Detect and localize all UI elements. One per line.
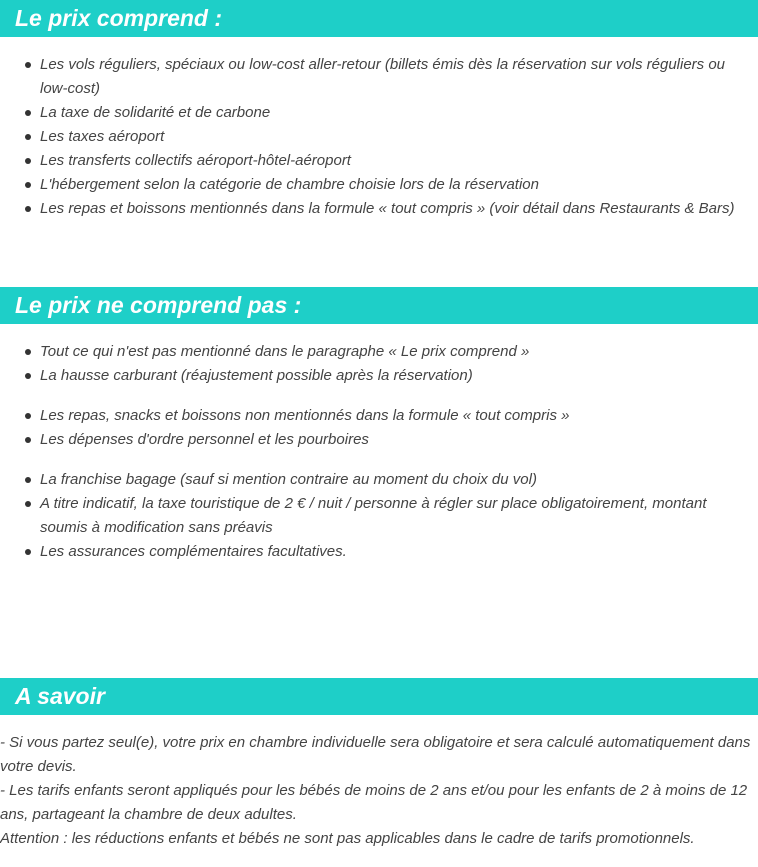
- bullet-icon: [25, 110, 31, 116]
- savoir-line: Attention : les réductions enfants et bébés ne sont pas applicables dans le cadre de tarifs promotionnels.: [0, 830, 695, 847]
- bullet-icon: [25, 501, 31, 507]
- list-item-text: La franchise bagage (sauf si mention contraire au moment du choix du vol): [40, 471, 537, 488]
- included-section: [0, 0, 758, 221]
- list-item-text: Les assurances complémentaires facultatives.: [40, 543, 347, 560]
- list-item-text: Tout ce qui n'est pas mentionné dans le paragraphe « Le prix comprend »: [40, 343, 530, 360]
- bullet-icon: [25, 349, 31, 355]
- list-item: [0, 540, 758, 564]
- list-item: [0, 468, 758, 492]
- list-item: [0, 404, 758, 428]
- not-included-header: Le prix ne comprend pas :: [0, 287, 758, 324]
- not-included-section: [0, 287, 758, 564]
- list-item-text: La taxe de solidarité et de carbone: [40, 104, 271, 121]
- list-item: [0, 428, 758, 452]
- list-item: [0, 492, 758, 540]
- list-item-text: A titre indicatif, la taxe touristique de 2 € / nuit / personne à régler sur place obligatoirement, montant soumis à modification sans préavis: [40, 495, 707, 536]
- list-item-text: L'hébergement selon la catégorie de chambre choisie lors de la réservation: [40, 176, 539, 193]
- list-item-text: Les dépenses d'ordre personnel et les pourboires: [40, 431, 369, 448]
- list-item: [0, 53, 758, 101]
- savoir-line: - Si vous partez seul(e), votre prix en chambre individuelle sera obligatoire et sera calculé automatiquement dans votre devis.: [0, 734, 751, 775]
- bullet-icon: [25, 373, 31, 379]
- savoir-section: [0, 678, 758, 851]
- list-item-text: Les taxes aéroport: [40, 128, 165, 145]
- bullet-icon: [25, 158, 31, 164]
- bullet-icon: [25, 413, 31, 419]
- list-item: [0, 101, 758, 125]
- list-item: [0, 149, 758, 173]
- included-header: Le prix comprend :: [0, 0, 758, 37]
- list-item-text: Les repas et boissons mentionnés dans la formule « tout compris » (voir détail dans Restaurants & Bars): [40, 200, 735, 217]
- bullet-icon: [25, 437, 31, 443]
- bullet-icon: [25, 182, 31, 188]
- bullet-icon: [25, 477, 31, 483]
- bullet-icon: [25, 206, 31, 212]
- bullet-icon: [25, 134, 31, 140]
- included-list: [0, 53, 758, 221]
- savoir-line: - Les tarifs enfants seront appliqués pour les bébés de moins de 2 ans et/ou pour les enfants de 2 à moins de 12 ans, partageant la chambre de deux adultes.: [0, 782, 748, 823]
- list-item: [0, 173, 758, 197]
- list-item: [0, 364, 758, 388]
- savoir-text: [0, 731, 758, 851]
- list-item: [0, 197, 758, 221]
- list-item-text: Les vols réguliers, spéciaux ou low-cost aller-retour (billets émis dès la réservation sur vols réguliers ou low-cost): [40, 56, 726, 97]
- list-item: [0, 340, 758, 364]
- savoir-header: A savoir: [0, 678, 758, 715]
- bullet-icon: [25, 549, 31, 555]
- list-item-text: Les repas, snacks et boissons non mentionnés dans la formule « tout compris »: [40, 407, 570, 424]
- bullet-icon: [25, 62, 31, 68]
- not-included-list: [0, 340, 758, 564]
- list-item-text: Les transferts collectifs aéroport-hôtel-aéroport: [40, 152, 351, 169]
- list-item: [0, 125, 758, 149]
- list-item-text: La hausse carburant (réajustement possible après la réservation): [40, 367, 473, 384]
